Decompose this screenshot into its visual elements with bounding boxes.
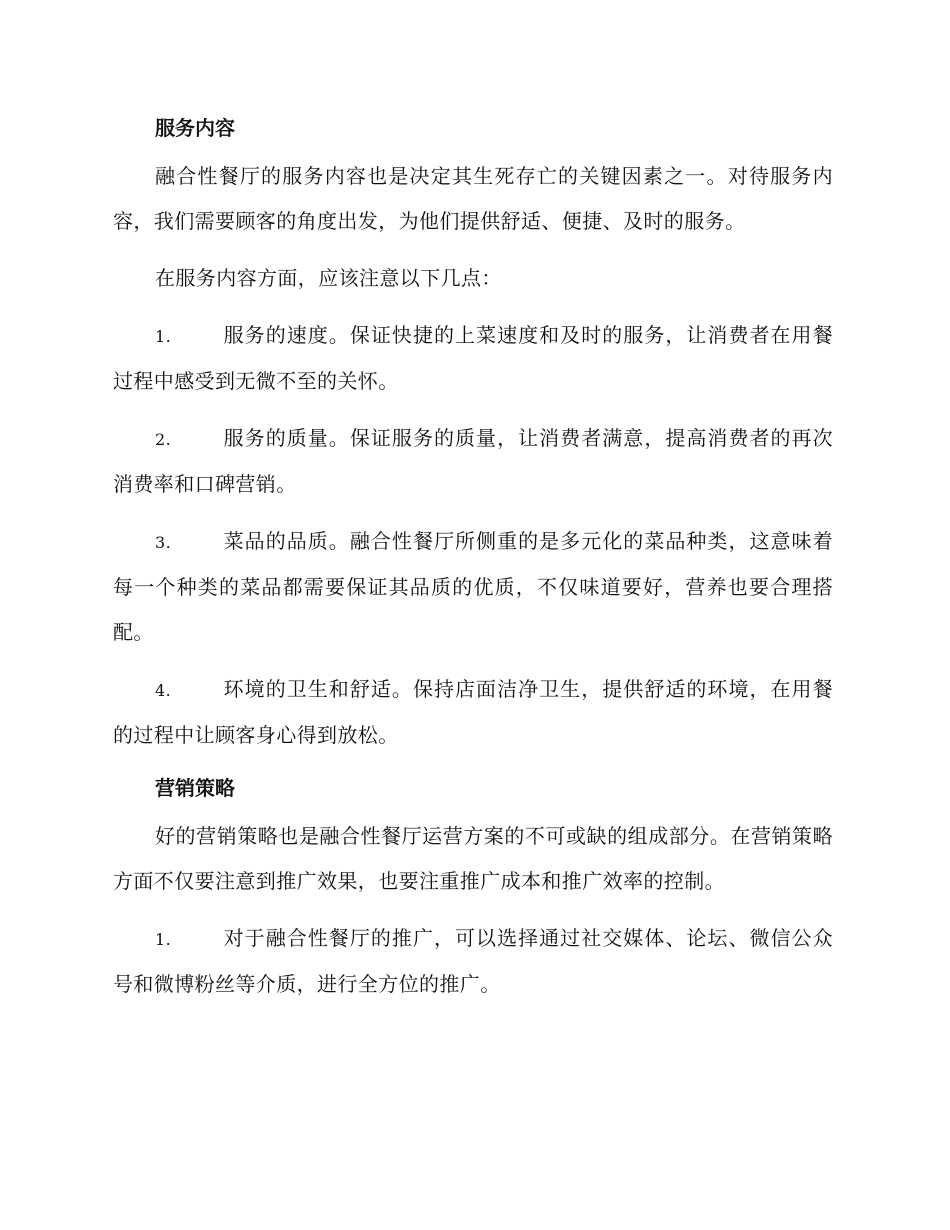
list-item-text: 环境的卫生和舒适。保持店面洁净卫生，提供舒适的环境，在用餐的过程中让顾客身心得到放松。 [113, 677, 833, 747]
service-list-item [113, 416, 833, 507]
list-item-text: 对于融合性餐厅的推广，可以选择通过社交媒体、论坛、微信公众号和微博粉丝等介质，进行全方位的推广。 [113, 926, 833, 996]
section-heading-marketing: 营销策略 [155, 776, 235, 800]
section-heading-service: 服务内容 [155, 116, 235, 140]
service-list-item [113, 667, 833, 758]
list-number: 1. [155, 930, 172, 949]
service-lead-paragraph: 在服务内容方面，应该注意以下几点： [155, 266, 502, 290]
list-item-text: 服务的速度。保证快捷的上菜速度和及时的服务，让消费者在用餐过程中感受到无微不至的关怀。 [113, 323, 833, 393]
marketing-intro-paragraph: 好的营销策略也是融合性餐厅运营方案的不可或缺的组成部分。在营销策略方面不仅要注意到推广效果，也要注重推广成本和推广效率的控制。 [113, 824, 833, 893]
list-number: 4. [155, 681, 172, 700]
service-list-item [113, 519, 833, 655]
service-intro-paragraph: 融合性餐厅的服务内容也是决定其生死存亡的关键因素之一。对待服务内容，我们需要顾客的角度出发，为他们提供舒适、便捷、及时的服务。 [113, 164, 833, 233]
list-item-text: 菜品的品质。融合性餐厅所侧重的是多元化的菜品种类，这意味着每一个种类的菜品都需要保证其品质的优质，不仅味道要好，营养也要合理搭配。 [113, 529, 833, 644]
list-item-text: 服务的质量。保证服务的质量，让消费者满意，提高消费者的再次消费率和口碑营销。 [113, 426, 833, 496]
list-number: 2. [155, 430, 172, 449]
list-number: 3. [155, 533, 172, 552]
service-list-item [113, 313, 833, 404]
marketing-list-item [113, 916, 833, 1007]
list-number: 1. [155, 327, 172, 346]
document-page [113, 110, 833, 1019]
